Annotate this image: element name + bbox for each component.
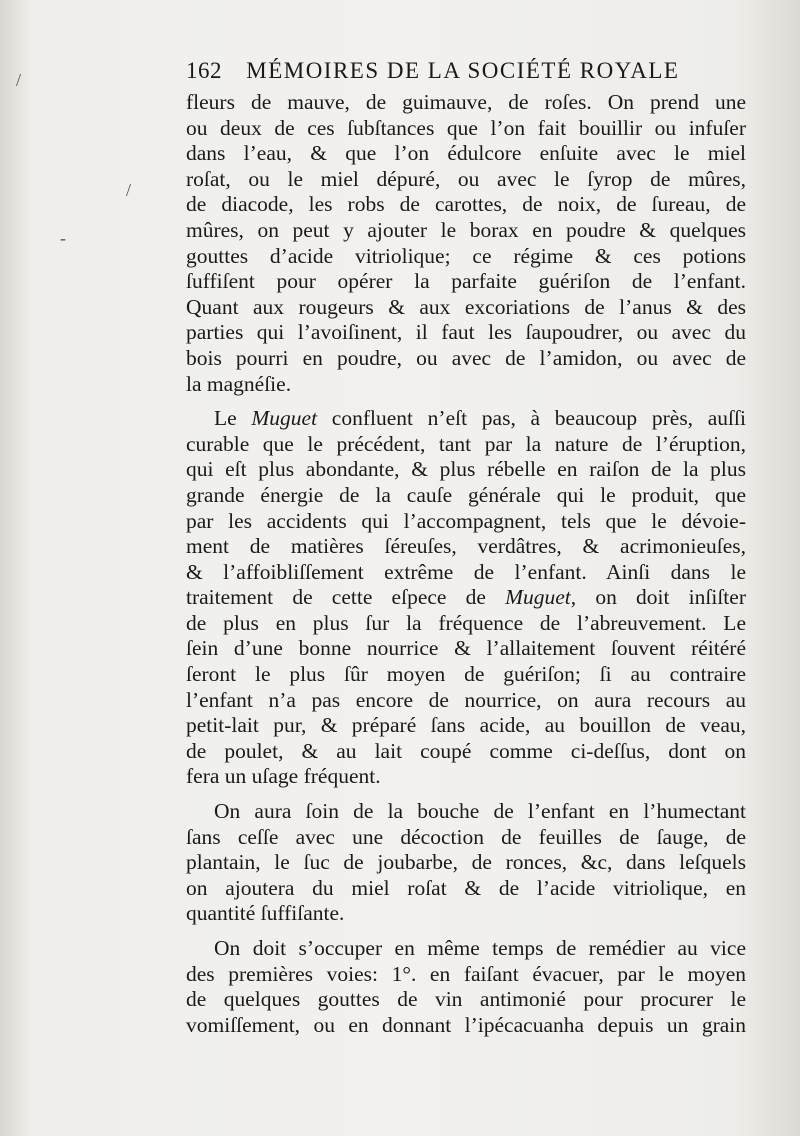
- text-line: mûres, on peut y ajouter le borax en poudre & quelques: [186, 217, 746, 242]
- text-line: & l’affoibliſſement extrême de l’enfant. Ainſi dans le: [186, 559, 746, 584]
- text-line: de quelques gouttes de vin antimonié pour procurer le: [186, 987, 746, 1012]
- term-muguet: Muguet: [505, 585, 571, 610]
- text-line: ſuffiſent pour opérer la parfaite guériſon de l’enfant.: [186, 269, 746, 294]
- text-line: ou deux de ces ſubſtances que l’on fait bouillir ou infuſer: [186, 115, 746, 140]
- paragraph: [186, 90, 746, 397]
- text-line: Quant aux rougeurs & aux excoriations de l’anus & des: [186, 294, 746, 319]
- text-line: par les accidents qui l’accompagnent, tels que le dévoie-: [186, 508, 746, 533]
- text-line: gouttes d’acide vitriolique; ce régime & ces potions: [186, 243, 746, 268]
- text-line: de plus en plus ſur la fréquence de l’abreuvement. Le: [186, 610, 746, 635]
- text-line: Le Muguet confluent n’eſt pas, à beaucoup près, auſſi: [214, 406, 746, 431]
- text-line: ſans ceſſe avec une décoction de feuilles de ſauge, de: [186, 824, 746, 849]
- text-line: ment de matières ſéreuſes, verdâtres, & acrimonieuſes,: [186, 534, 746, 559]
- text-line: la magnéſie.: [186, 371, 292, 396]
- text-line: petit-lait pur, & préparé ſans acide, au bouillon de veau,: [186, 713, 746, 738]
- text-line: parties qui l’avoiſinent, il faut les ſaupoudrer, ou avec du: [186, 320, 746, 345]
- paragraph: [186, 936, 746, 1038]
- margin-mark: -: [60, 228, 66, 248]
- text-line: on ajoutera du miel roſat & de l’acide vitriolique, en: [186, 875, 746, 900]
- text-line: de diacode, les robs de carottes, de noix, de ſureau, de: [186, 192, 746, 217]
- text-line: des premières voies: 1°. en faiſant évacuer, par le moyen: [186, 961, 746, 986]
- running-header: [186, 58, 726, 94]
- text-line: dans l’eau, & que l’on édulcore enſuite avec le miel: [186, 141, 746, 166]
- margin-mark: /: [16, 70, 22, 90]
- text-line: ſein d’une bonne nourrice & l’allaitement ſouvent réitéré: [186, 636, 746, 661]
- text-line: On aura ſoin de la bouche de l’enfant en l’humectant: [214, 799, 746, 824]
- paragraph: [186, 406, 746, 790]
- running-title: MÉMOIRES DE LA SOCIÉTÉ ROYALE: [246, 58, 680, 83]
- text-line: roſat, ou le miel dépuré, ou avec le ſyrop de mûres,: [186, 166, 746, 191]
- page-number: 162: [186, 58, 222, 83]
- text-line: grande énergie de la cauſe générale qui le produit, que: [186, 482, 746, 507]
- text-line: quantité ſuffiſante.: [186, 901, 345, 926]
- text-line: bois pourri en poudre, ou avec de l’amidon, ou avec de: [186, 345, 746, 370]
- paragraph: [186, 799, 746, 927]
- text-line: ſeront le plus ſûr moyen de guériſon; ſi au contraire: [186, 662, 746, 687]
- text-line: vomiſſement, ou en donnant l’ipécacuanha depuis un grain: [186, 1012, 746, 1037]
- text-line: curable que le précédent, tant par la nature de l’éruption,: [186, 431, 746, 456]
- text-line: plantain, le ſuc de joubarbe, de ronces, &c, dans leſquels: [186, 850, 746, 875]
- term-muguet: Muguet: [251, 406, 318, 431]
- text-line: l’enfant n’a pas encore de nourrice, on aura recours au: [186, 687, 746, 712]
- page-body: [186, 90, 746, 1038]
- text-line: qui eſt plus abondante, & plus rébelle en raiſon de la plus: [186, 457, 746, 482]
- text-line: fera un uſage fréquent.: [186, 764, 381, 789]
- text-line: On doit s’occuper en même temps de remédier au vice: [214, 936, 746, 960]
- text-line: fleurs de mauve, de guimauve, de roſes. On prend une: [186, 90, 746, 114]
- text-line: de poulet, & au lait coupé comme ci-deſſus, dont on: [186, 738, 746, 763]
- text-line: traitement de cette eſpece de Muguet, on doit inſiſter: [186, 585, 746, 610]
- margin-mark: /: [126, 180, 132, 200]
